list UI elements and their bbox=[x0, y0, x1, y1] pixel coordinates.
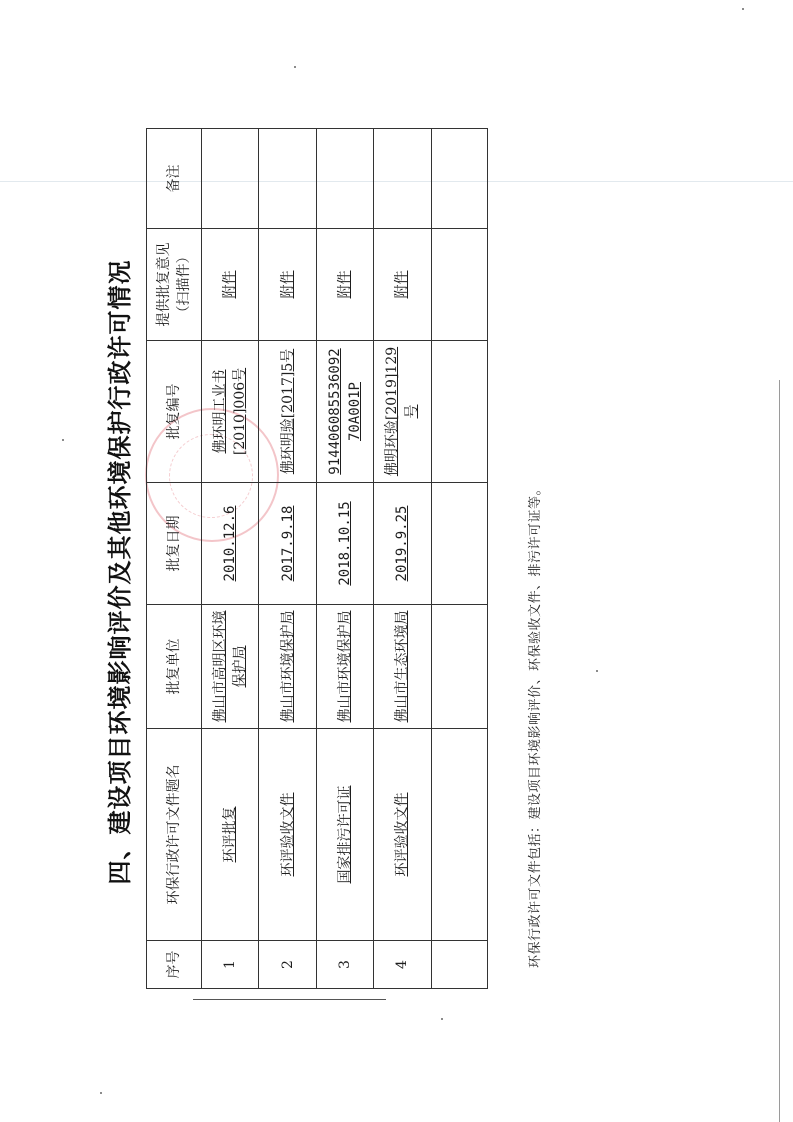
cell-no: 4 bbox=[374, 941, 431, 989]
cell-authority: 佛山市环境保护局 bbox=[259, 605, 316, 729]
empty-cell bbox=[431, 941, 487, 989]
cell-doc-name: 环评批复 bbox=[202, 729, 259, 941]
table-row bbox=[374, 129, 431, 989]
table-row-empty bbox=[431, 129, 487, 989]
header-date: 批复日期 bbox=[147, 483, 202, 605]
empty-cell bbox=[431, 341, 487, 483]
cell-remark bbox=[316, 129, 373, 229]
empty-cell bbox=[431, 129, 487, 229]
cell-date: 2018.10.15 bbox=[316, 483, 373, 605]
cell-no: 2 bbox=[259, 941, 316, 989]
header-doc-name: 环保行政许可文件题名 bbox=[147, 729, 202, 941]
header-opinion: 提供批复意见（扫描件） bbox=[147, 229, 202, 341]
empty-cell bbox=[431, 229, 487, 341]
cell-remark bbox=[202, 129, 259, 229]
cell-date: 2019.9.25 bbox=[374, 483, 431, 605]
cell-remark bbox=[259, 129, 316, 229]
cell-authority: 佛山市环境保护局 bbox=[316, 605, 373, 729]
cell-opinion: 附件 bbox=[202, 229, 259, 341]
cell-opinion: 附件 bbox=[374, 229, 431, 341]
cell-doc-name: 环评验收文件 bbox=[259, 729, 316, 941]
table-row bbox=[259, 129, 316, 989]
header-authority: 批复单位 bbox=[147, 605, 202, 729]
cell-opinion: 附件 bbox=[259, 229, 316, 341]
cell-doc-number: 914406085536092 70A001P bbox=[316, 341, 373, 483]
cell-opinion: 附件 bbox=[316, 229, 373, 341]
cell-date: 2010.12.6 bbox=[202, 483, 259, 605]
cell-date: 2017.9.18 bbox=[259, 483, 316, 605]
empty-cell bbox=[431, 729, 487, 941]
permit-table bbox=[146, 128, 488, 989]
cell-doc-name: 环评验收文件 bbox=[374, 729, 431, 941]
cell-doc-number: 佛明环验[2019]129号 bbox=[374, 341, 431, 483]
document-title: 四、建设项目环境影响评价及其他环境保护行政许可情况 bbox=[105, 259, 134, 885]
cell-remark bbox=[374, 129, 431, 229]
empty-cell bbox=[431, 605, 487, 729]
footnote-text: 环保行政许可文件包括：建设项目环境影响评价、环保验收文件、排污许可证等。 bbox=[528, 481, 543, 968]
cell-no: 1 bbox=[202, 941, 259, 989]
table-row bbox=[316, 129, 373, 989]
table-row bbox=[202, 129, 259, 989]
cell-doc-number: 佛环明验[2017]5号 bbox=[259, 341, 316, 483]
cell-authority: 佛山市生态环境局 bbox=[374, 605, 431, 729]
cell-no: 3 bbox=[316, 941, 373, 989]
header-remark: 备注 bbox=[147, 129, 202, 229]
table-header-row bbox=[147, 129, 202, 989]
header-no: 序号 bbox=[147, 941, 202, 989]
cell-doc-name: 国家排污许可证 bbox=[316, 729, 373, 941]
header-doc-number: 批复编号 bbox=[147, 341, 202, 483]
cell-authority: 佛山市高明区环境保护局 bbox=[202, 605, 259, 729]
empty-cell bbox=[431, 483, 487, 605]
cell-doc-number: 佛环明工业书[2010]006号 bbox=[202, 341, 259, 483]
